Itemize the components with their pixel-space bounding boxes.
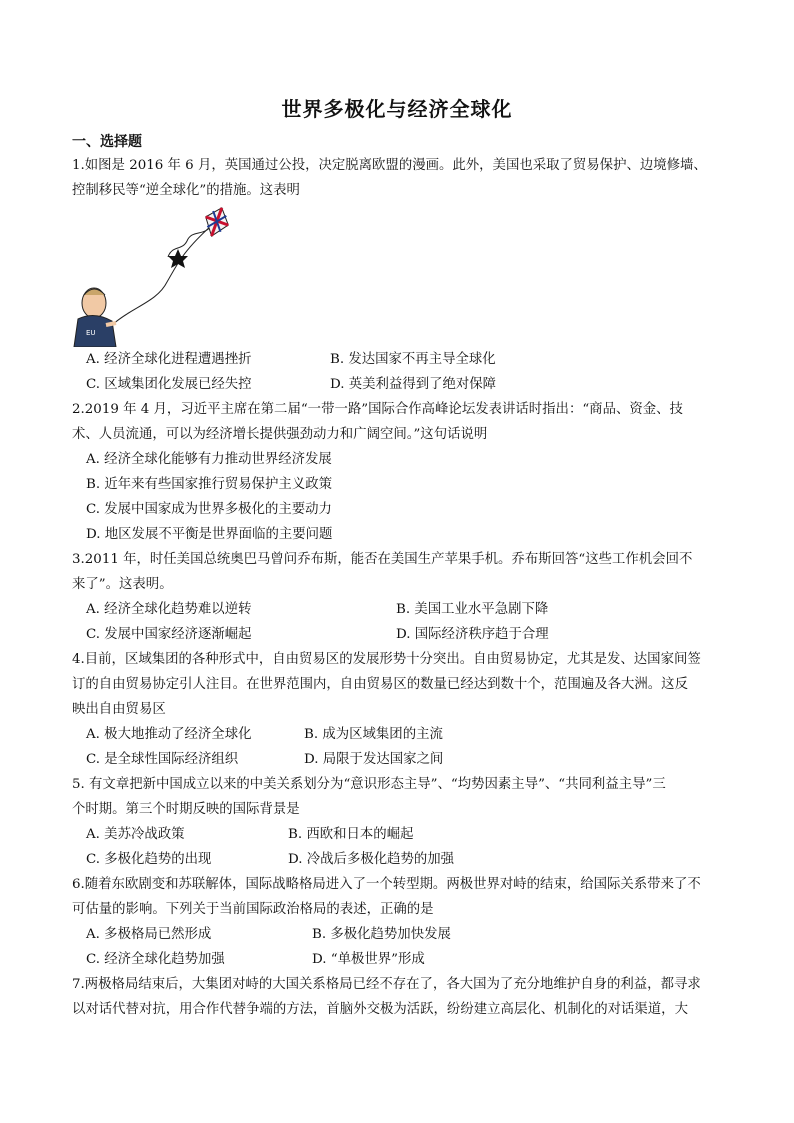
question-2-option-b[interactable]: B. 近年来有些国家推行贸易保护主义政策 bbox=[86, 477, 332, 492]
page-title: 世界多极化与经济全球化 bbox=[281, 97, 513, 121]
question-4-option-a[interactable]: A. 极大地推动了经济全球化 bbox=[86, 727, 252, 742]
question-5-option-c[interactable]: C. 多极化趋势的出现 bbox=[86, 852, 212, 867]
question-5-stem-line-2: 个时期。第三个时期反映的国际背景是 bbox=[72, 802, 300, 817]
question-5-option-a[interactable]: A. 美苏冷战政策 bbox=[86, 827, 185, 842]
question-1-option-a[interactable]: A. 经济全球化进程遭遇挫折 bbox=[86, 352, 252, 367]
question-3-option-d[interactable]: D. 国际经济秩序趋于合理 bbox=[396, 627, 549, 642]
question-2-stem-line-2: 术、人员流通，可以为经济增长提供强劲动力和广阔空间。”这句话说明 bbox=[72, 427, 488, 442]
question-1-stem-line-2: 控制移民等“逆全球化”的措施。这表明 bbox=[72, 183, 300, 198]
question-2-stem-line-1: 2.2019 年 4 月，习近平主席在第二届“一带一路”国际合作高峰论坛发表讲话时指出：“商品、资金、技 bbox=[72, 402, 683, 417]
question-5-option-d[interactable]: D. 冷战后多极化趋势的加强 bbox=[288, 852, 455, 867]
question-6-option-a[interactable]: A. 多极格局已然形成 bbox=[86, 927, 212, 942]
question-1-stem-line-1: 1.如图是 2016 年 6 月，英国通过公投，决定脱离欧盟的漫画。此外，美国也采取了贸易保护、边境修墙、 bbox=[72, 158, 707, 173]
question-4-stem-line-2: 订的自由贸易协定引人注目。在世界范围内，自由贸易区的数量已经达到数十个，范围遍及各大洲。这反 bbox=[72, 677, 688, 692]
question-5-stem-line-1: 5. 有文章把新中国成立以来的中美关系划分为“意识形态主导”、“均势因素主导”、“共同利益主导”三 bbox=[72, 777, 666, 792]
question-3-option-b[interactable]: B. 美国工业水平急剧下降 bbox=[396, 602, 549, 617]
brexit-kite-cartoon bbox=[72, 207, 242, 347]
question-3-stem-line-1: 3.2011 年，时任美国总统奥巴马曾问乔布斯，能否在美国生产苹果手机。乔布斯回答“这些工作机会回不 bbox=[72, 552, 693, 567]
question-3-option-a[interactable]: A. 经济全球化趋势难以逆转 bbox=[86, 602, 252, 617]
question-2-option-c[interactable]: C. 发展中国家成为世界多极化的主要动力 bbox=[86, 502, 332, 517]
question-4-option-b[interactable]: B. 成为区域集团的主流 bbox=[304, 727, 443, 742]
question-2-option-d[interactable]: D. 地区发展不平衡是世界面临的主要问题 bbox=[86, 527, 333, 542]
question-1-option-c[interactable]: C. 区域集团化发展已经失控 bbox=[86, 377, 252, 392]
question-2-option-a[interactable]: A. 经济全球化能够有力推动世界经济发展 bbox=[86, 452, 332, 467]
question-1-option-d[interactable]: D. 英美利益得到了绝对保障 bbox=[330, 377, 497, 392]
section-heading: 一、选择题 bbox=[72, 134, 142, 150]
question-6-stem-line-2: 可估量的影响。下列关于当前国际政治格局的表述，正确的是 bbox=[72, 902, 434, 917]
question-6-option-b[interactable]: B. 多极化趋势加快发展 bbox=[312, 927, 451, 942]
question-5-option-b[interactable]: B. 西欧和日本的崛起 bbox=[288, 827, 414, 842]
question-6-stem-line-1: 6.随着东欧剧变和苏联解体，国际战略格局进入了一个转型期。两极世界对峙的结束，给国际关系带来了不 bbox=[72, 877, 701, 892]
question-1-option-b[interactable]: B. 发达国家不再主导全球化 bbox=[330, 352, 496, 367]
question-7-stem-line-2: 以对话代替对抗，用合作代替争端的方法，首脑外交极为活跃，纷纷建立高层化、机制化的对话渠道，大 bbox=[72, 1002, 688, 1017]
question-3-stem-line-2: 来了”。这表明。 bbox=[72, 577, 173, 592]
question-6-option-d[interactable]: D. “单极世界”形成 bbox=[312, 952, 425, 967]
question-7-stem-line-1: 7.两极格局结束后，大集团对峙的大国关系格局已经不存在了，各大国为了充分地维护自身的利益，都寻求 bbox=[72, 977, 701, 992]
eu-label: EU bbox=[86, 329, 96, 337]
question-4-stem-line-3: 映出自由贸易区 bbox=[72, 702, 166, 717]
question-4-option-d[interactable]: D. 局限于发达国家之间 bbox=[304, 752, 444, 767]
question-6-option-c[interactable]: C. 经济全球化趋势加强 bbox=[86, 952, 225, 967]
question-3-option-c[interactable]: C. 发展中国家经济逐渐崛起 bbox=[86, 627, 252, 642]
question-4-stem-line-1: 4.目前，区域集团的各种形式中，自由贸易区的发展形势十分突出。自由贸易协定，尤其是发、达国家间签 bbox=[72, 652, 701, 667]
question-4-option-c[interactable]: C. 是全球性国际经济组织 bbox=[86, 752, 239, 767]
